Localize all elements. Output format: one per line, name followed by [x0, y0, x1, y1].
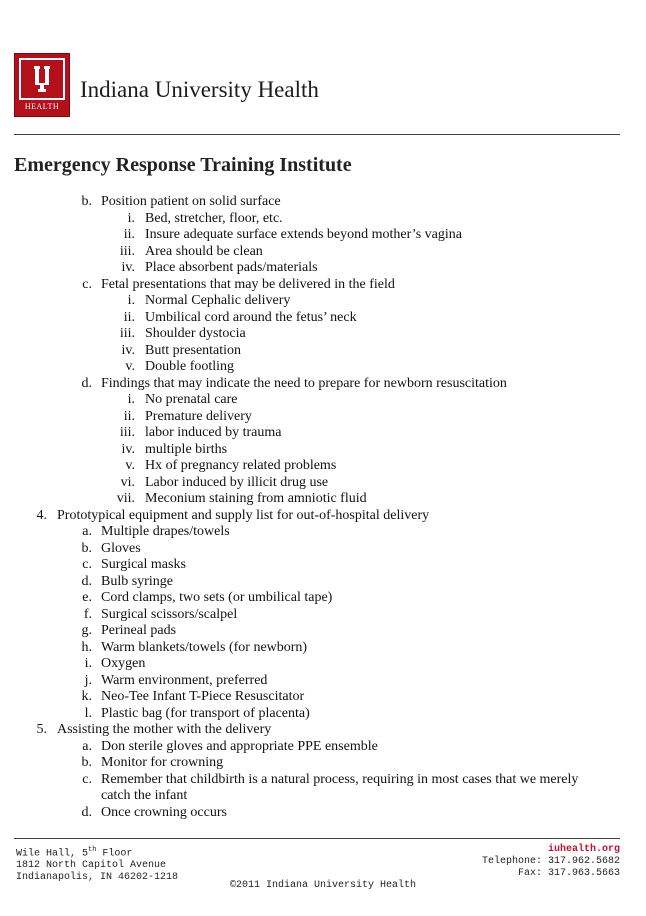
outline-text: Findings that may indicate the need to prepare for newborn resuscitation [101, 375, 507, 391]
outline-marker: c. [82, 557, 92, 572]
outline-marker: a. [82, 524, 92, 539]
outline-text: Bed, stretcher, floor, etc. [145, 210, 283, 226]
outline-marker: v. [125, 359, 135, 374]
fax: Fax: 317.963.5663 [517, 868, 620, 879]
outline-marker: ii. [123, 408, 135, 424]
outline-marker: iii. [119, 243, 135, 259]
outline-text: catch the infant [101, 788, 188, 803]
outline-marker: h. [81, 639, 92, 655]
outline-text: Position patient on solid surface [101, 194, 281, 209]
outline-text: Gloves [101, 540, 141, 556]
address-line-3: Indianapolis, IN 46202-1218 [16, 872, 179, 884]
outline-text: Butt presentation [145, 342, 242, 358]
outline-text: Assisting the mother with the delivery [57, 722, 272, 737]
outline-text: Remember that childbirth is a natural process, requiring in most cases that we merely [101, 771, 579, 787]
outline-text: Place absorbent pads/materials [145, 260, 318, 275]
outline-text: Warm blankets/towels (for newborn) [101, 639, 308, 655]
outline-marker: d. [81, 573, 92, 589]
outline-marker: 5. [36, 722, 47, 737]
outline-text: Warm environment, preferred [101, 672, 268, 688]
outline-marker: d. [81, 804, 92, 820]
website-link[interactable]: iuhealth.org [547, 844, 620, 855]
telephone: Telephone: 317.962.5682 [481, 856, 620, 867]
outline-marker: iv. [121, 342, 135, 358]
outline-text: Monitor for crowning [101, 755, 224, 770]
outline-text: Umbilical cord around the fetus’ neck [145, 309, 357, 325]
outline-text: Plastic bag (for transport of placenta) [101, 705, 310, 721]
header-divider [14, 134, 620, 135]
outline-marker: i. [84, 656, 92, 671]
outline-text: Surgical scissors/scalpel [101, 606, 238, 622]
outline-marker: 4. [36, 507, 47, 523]
outline-text: Perineal pads [101, 623, 177, 638]
trident-icon [19, 58, 65, 100]
outline-text: multiple births [145, 441, 228, 457]
outline-text: Oxygen [101, 656, 146, 671]
outline-marker: b. [81, 755, 92, 770]
outline-text: Double footling [145, 359, 235, 374]
outline-marker: a. [82, 738, 92, 754]
outline-text: Shoulder dystocia [145, 326, 246, 341]
outline-marker: iii. [119, 326, 135, 341]
outline-text: Fetal presentations that may be delivered in the field [101, 276, 395, 292]
outline-text: labor induced by trauma [145, 425, 282, 440]
outline-marker: v. [125, 458, 135, 473]
outline-marker: g. [81, 623, 92, 638]
outline-marker: e. [82, 590, 92, 605]
outline-marker: ii. [123, 309, 135, 325]
address-line-2: 1812 North Capitol Avenue [16, 860, 167, 872]
outline-marker: j. [84, 672, 92, 688]
outline-marker: f. [83, 606, 92, 622]
outline-text: Insure adequate surface extends beyond mother’s vagina [145, 227, 462, 242]
outline-text: Meconium staining from amniotic fluid [145, 491, 367, 506]
copyright: ©2011 Indiana University Health [229, 880, 417, 891]
outline-text: No prenatal care [145, 392, 238, 407]
outline-text: Labor induced by illicit drug use [145, 474, 329, 490]
organization-name: Indiana University Health [80, 77, 319, 102]
address-line-1: Wile Hall, 5th Floor [16, 846, 133, 860]
outline-marker: l. [84, 705, 92, 721]
outline-text: Hx of pregnancy related problems [145, 458, 337, 473]
outline-text: Cord clamps, two sets (or umbilical tape) [101, 590, 333, 605]
outline-marker: vii. [116, 491, 135, 506]
footer-contact [482, 844, 620, 880]
outline-marker: c. [82, 276, 92, 292]
outline-marker: b. [81, 194, 92, 209]
outline-text: Neo-Tee Infant T-Piece Resuscitator [101, 689, 305, 704]
page-title: Emergency Response Training Institute [14, 154, 352, 176]
outline-text: Normal Cephalic delivery [145, 293, 291, 308]
outline-marker: c. [82, 771, 92, 787]
outline-text: Multiple drapes/towels [101, 524, 230, 539]
outline-text: Surgical masks [101, 557, 186, 572]
outline-marker: iv. [121, 260, 135, 275]
outline-marker: b. [81, 540, 92, 556]
outline-text: Once crowning occurs [101, 804, 227, 820]
outline-marker: d. [81, 375, 92, 391]
outline-text: Premature delivery [145, 408, 252, 424]
outline-marker: i. [127, 210, 135, 226]
outline-text: Prototypical equipment and supply list for out-of-hospital delivery [57, 507, 430, 523]
logo-health-text: HEALTH [24, 102, 60, 111]
footer-divider [14, 838, 620, 839]
iu-health-logo [14, 53, 70, 117]
outline-marker: vi. [120, 474, 135, 490]
footer-address [16, 844, 178, 884]
outline-marker: ii. [123, 227, 135, 242]
outline-text: Area should be clean [145, 243, 263, 259]
outline-marker: iv. [121, 441, 135, 457]
outline-marker: iii. [119, 425, 135, 440]
outline-marker: i. [127, 293, 135, 308]
outline-marker: k. [81, 689, 92, 704]
outline-text: Don sterile gloves and appropriate PPE ensemble [101, 738, 378, 754]
outline-text: Bulb syringe [101, 573, 173, 589]
outline-marker: i. [127, 392, 135, 407]
